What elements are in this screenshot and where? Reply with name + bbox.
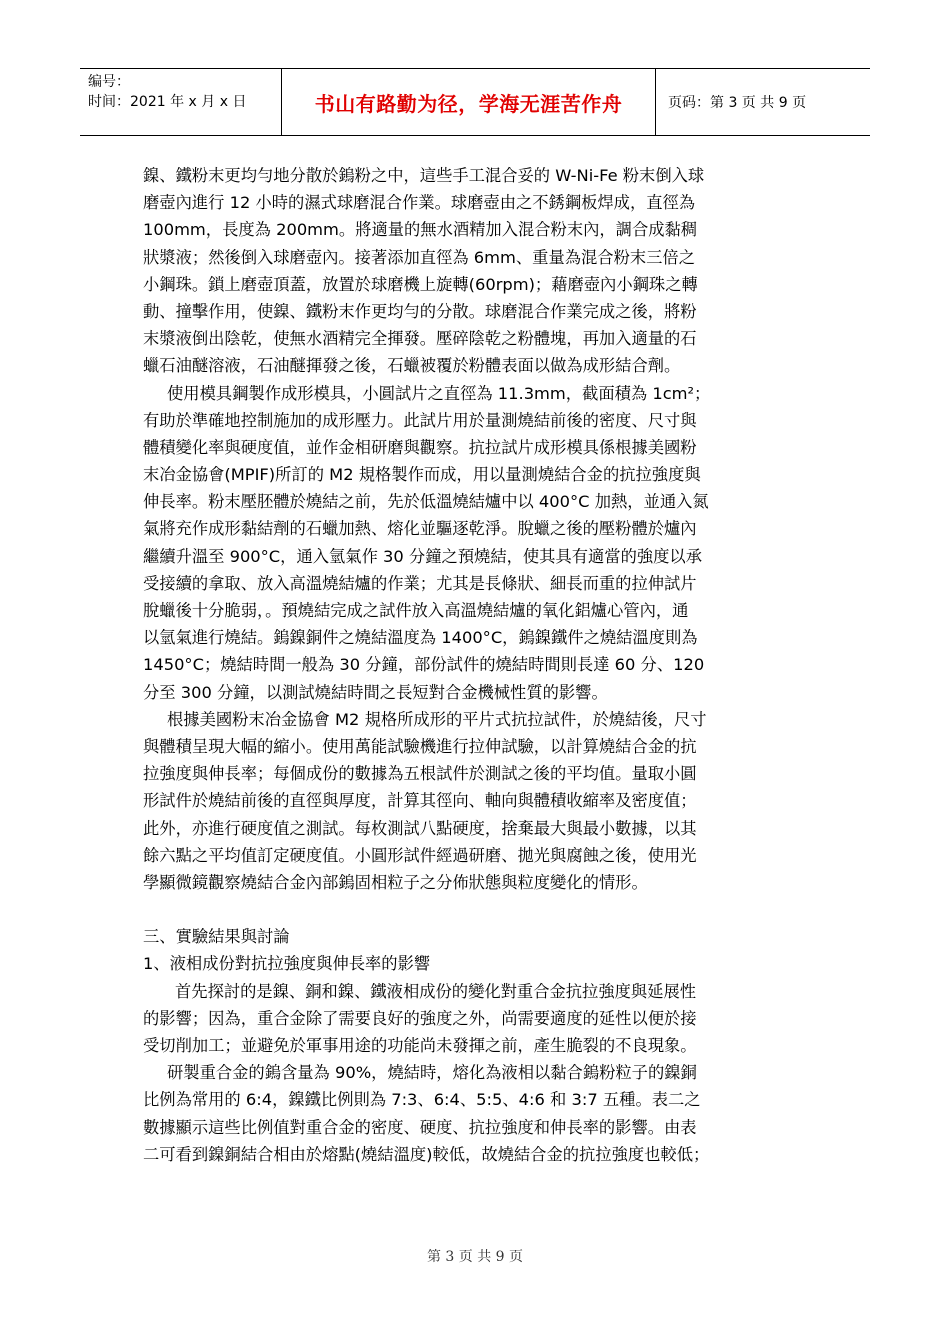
- body-line: 受切削加工；並避免於軍事用途的功能尚未發揮之前，產生脆裂的不良現象。: [143, 1036, 697, 1055]
- body-line: 數據顯示這些比例值對重合金的密度、硬度、抗拉強度和伸長率的影響。由表: [143, 1117, 697, 1137]
- header-page-cell: [656, 69, 870, 135]
- body-line: 1450°C；燒結時間一般為 30 分鐘，部份試件的燒結時間則長達 60 分、120: [143, 655, 705, 675]
- body-line: 學顯微鏡觀察燒結合金內部鎢固相粒子之分佈狀態與粒度變化的情形。: [143, 872, 648, 892]
- body-line: 末冶金協會(MPIF)所訂的 M2 規格製作而成，用以量測燒結合金的抗拉強度與: [143, 465, 701, 485]
- body-line: 有助於準確地控制施加的成形壓力。此試片用於量測燒結前後的密度、尺寸與: [143, 410, 697, 430]
- body-line: 伸長率。粉末壓胚體於燒結之前，先於低溫燒結爐中以 400°C 加熱，並通入氮: [143, 492, 709, 512]
- body-line: 二可看到鎳銅結合相由於熔點(燒結溫度)較低，故燒結合金的抗拉強度也較低；: [143, 1144, 710, 1164]
- body-line: 與體積呈現大幅的縮小。使用萬能試驗機進行拉伸試驗，以計算燒結合金的抗: [143, 736, 697, 756]
- body-line: 的影響；因為，重合金除了需要良好的強度之外，尚需要適度的延性以便於接: [143, 1008, 697, 1028]
- body-line: 以氫氣進行燒結。鎢鎳銅件之燒結溫度為 1400°C，鎢鎳鐵件之燒結溫度則為: [143, 628, 698, 648]
- body-line: 末漿液倒出陰乾，使無水酒精完全揮發。壓碎陰乾之粉體塊，再加入適量的石: [143, 329, 697, 349]
- blank-line: [143, 896, 808, 923]
- page-footer: 第 3 页 共 9 页: [426, 1249, 524, 1265]
- body-line: 此外，亦進行硬度值之測試。每枚測試八點硬度，捨棄最大與最小數據，以其: [143, 818, 697, 838]
- body-line: 比例為常用的 6:4，鎳鐵比例則為 7:3、6:4、5:5、4:6 和 3:7 五種。表二之: [143, 1090, 701, 1110]
- body-line: 磨壺內進行 12 小時的濕式球磨混合作業。球磨壺由之不銹鋼板焊成，直徑為: [143, 193, 696, 213]
- body-line: 體積變化率與硬度值，並作金相研磨與觀察。抗拉試片成形模具係根據美國粉: [143, 437, 697, 457]
- body-line: 餘六點之平均值訂定硬度值。小圓形試件經過研磨、拋光與腐蝕之後，使用光: [143, 845, 697, 865]
- header-page-number: 页码：第 3 页 共 9 页: [668, 95, 807, 111]
- body-line: 蠟石油醚溶液，石油醚揮發之後，石蠟被覆於粉體表面以做為成形結合劑。: [143, 356, 681, 376]
- body-line: 拉強度與伸長率；每個成份的數據為五根試件於測試之後的平均值。量取小圓: [143, 764, 697, 784]
- document-number: 编号：: [88, 74, 130, 90]
- body-line: 研製重合金的鎢含量為 90%，燒結時，熔化為液相以黏合鎢粉粒子的鎳銅: [167, 1063, 697, 1083]
- body-line: 動、撞擊作用，使鎳、鐵粉末作更均勻的分散。球磨混合作業完成之後，將粉: [143, 301, 697, 321]
- body-line: 小鋼珠。鎖上磨壺頂蓋，放置於球磨機上旋轉(60rpm)；藉磨壺內小鋼珠之轉: [143, 274, 698, 294]
- body-line: 脫蠟後十分脆弱，。預燒結完成之試件放入高溫燒結爐的氧化鋁爐心管內，通: [143, 601, 689, 620]
- header-meta: [80, 69, 282, 135]
- header-motto-cell: [282, 69, 656, 135]
- body-line: 鎳、鐵粉末更均勻地分散於鎢粉之中，這些手工混合妥的 W-Ni-Fe 粉末倒入球: [143, 166, 705, 185]
- body-line: 氣將充作成形黏結劑的石蠟加熱、熔化並驅逐乾淨。脫蠟之後的壓粉體於爐內: [143, 519, 697, 539]
- body-line: 使用模具鋼製作成形模具，小圓試片之直徑為 11.3mm，截面積為 1cm²；: [167, 383, 711, 403]
- body-line: 受接續的拿取、放入高溫燒結爐的作業；尤其是長條狀、細長而重的拉伸試片: [143, 573, 697, 593]
- body-line: 繼續升溫至 900°C，通入氫氣作 30 分鐘之預燒結，使其具有適當的強度以承: [143, 546, 702, 566]
- header-motto: 书山有路勤为径，学海无涯苦作舟: [314, 91, 623, 116]
- page-header: [80, 68, 870, 136]
- body-line: 狀漿液；然後倒入球磨壺內。接著添加直徑為 6mm、重量為混合粉末三倍之: [143, 247, 695, 267]
- subsection-heading: 1、液相成份對抗拉強度與伸長率的影響: [143, 954, 431, 974]
- body-line: 形試件於燒結前後的直徑與厚度，計算其徑向、軸向與體積收縮率及密度值；: [143, 791, 697, 811]
- body-line: 100mm，長度為 200mm。將適量的無水酒精加入混合粉末內，調合成黏稠: [143, 220, 698, 240]
- body-line: 分至 300 分鐘，以測試燒結時間之長短對合金機械性質的影響。: [143, 682, 608, 702]
- section-heading: 三、實驗結果與討論: [143, 927, 290, 947]
- body-line: 首先探討的是鎳、銅和鎳、鐵液相成份的變化對重合金抗拉強度與延展性: [175, 981, 697, 1001]
- document-body: [143, 162, 808, 1168]
- body-line: 根據美國粉末冶金協會 M2 規格所成形的平片式抗拉試件，於燒結後，尺寸: [167, 709, 707, 729]
- document-time: 时间：2021 年 x 月 x 日: [88, 94, 247, 110]
